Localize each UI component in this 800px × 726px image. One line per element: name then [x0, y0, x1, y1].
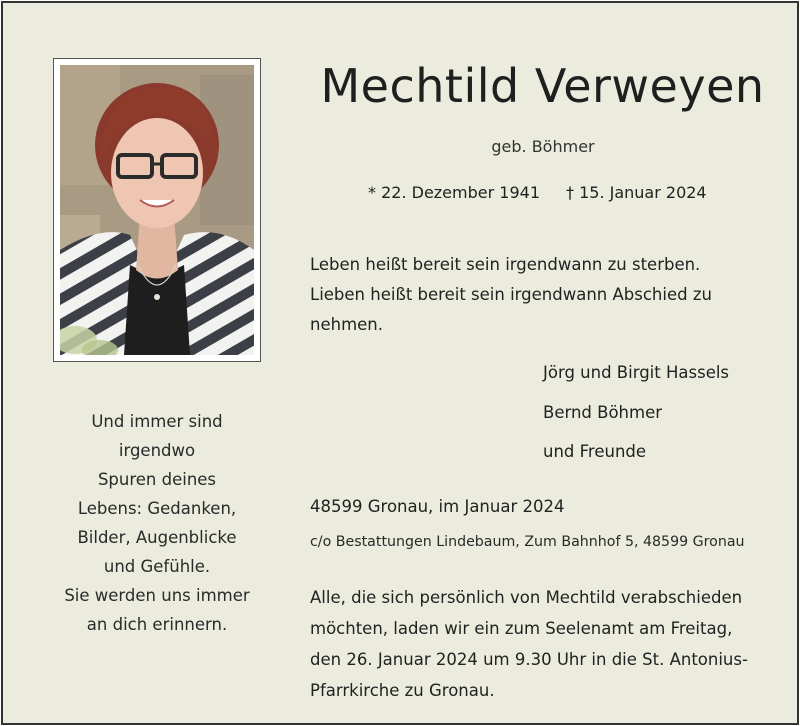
deceased-name: Mechtild Verweyen	[320, 59, 765, 113]
motto-line: nehmen.	[310, 315, 383, 334]
mourner: Bernd Böhmer	[543, 402, 663, 422]
mourner: Jörg und Birgit Hassels	[543, 363, 730, 382]
portrait-photo	[60, 65, 254, 355]
quote-line: Bilder, Augenblicke	[77, 528, 237, 547]
place-date: 48599 Gronau, im Januar 2024	[310, 497, 565, 516]
motto-line: Lieben heißt bereit sein irgendwann Abschied zu	[310, 285, 712, 304]
invitation-line: Alle, die sich persönlich von Mechtild verabschieden	[310, 588, 743, 607]
quote-line: irgendwo	[118, 441, 196, 460]
life-dates	[368, 183, 728, 202]
quote-line: Spuren deines	[97, 470, 217, 489]
invitation-line: den 26. Januar 2024 um 9.30 Uhr in die St. Antonius-	[310, 650, 748, 669]
quote-line: Sie werden uns immer	[64, 586, 250, 605]
motto	[310, 250, 750, 340]
motto-line: Leben heißt bereit sein irgendwann zu sterben.	[310, 255, 701, 274]
portrait-illustration	[60, 65, 254, 355]
mourners-list	[543, 353, 729, 472]
invitation-line: möchten, laden wir ein zum Seelenamt am Freitag,	[310, 619, 733, 638]
obituary-notice	[1, 1, 799, 725]
mourner: und Freunde	[543, 442, 647, 461]
quote-line: und Gefühle.	[103, 557, 211, 576]
maiden-name: geb. Böhmer	[491, 137, 595, 156]
service-invitation	[310, 582, 780, 706]
portrait-frame	[53, 58, 261, 362]
funeral-home-address: c/o Bestattungen Lindebaum, Zum Bahnhof 5, 48599 Gronau	[310, 534, 745, 550]
birth-date: * 22. Dezember 1941	[368, 183, 540, 202]
quote-line: Und immer sind	[91, 412, 223, 431]
quote-line: Lebens: Gedanken,	[77, 499, 237, 518]
quote-line: an dich erinnern.	[86, 615, 228, 634]
memorial-quote	[57, 407, 257, 639]
invitation-line: Pfarrkirche zu Gronau.	[310, 681, 495, 700]
death-date: † 15. Januar 2024	[566, 183, 707, 202]
